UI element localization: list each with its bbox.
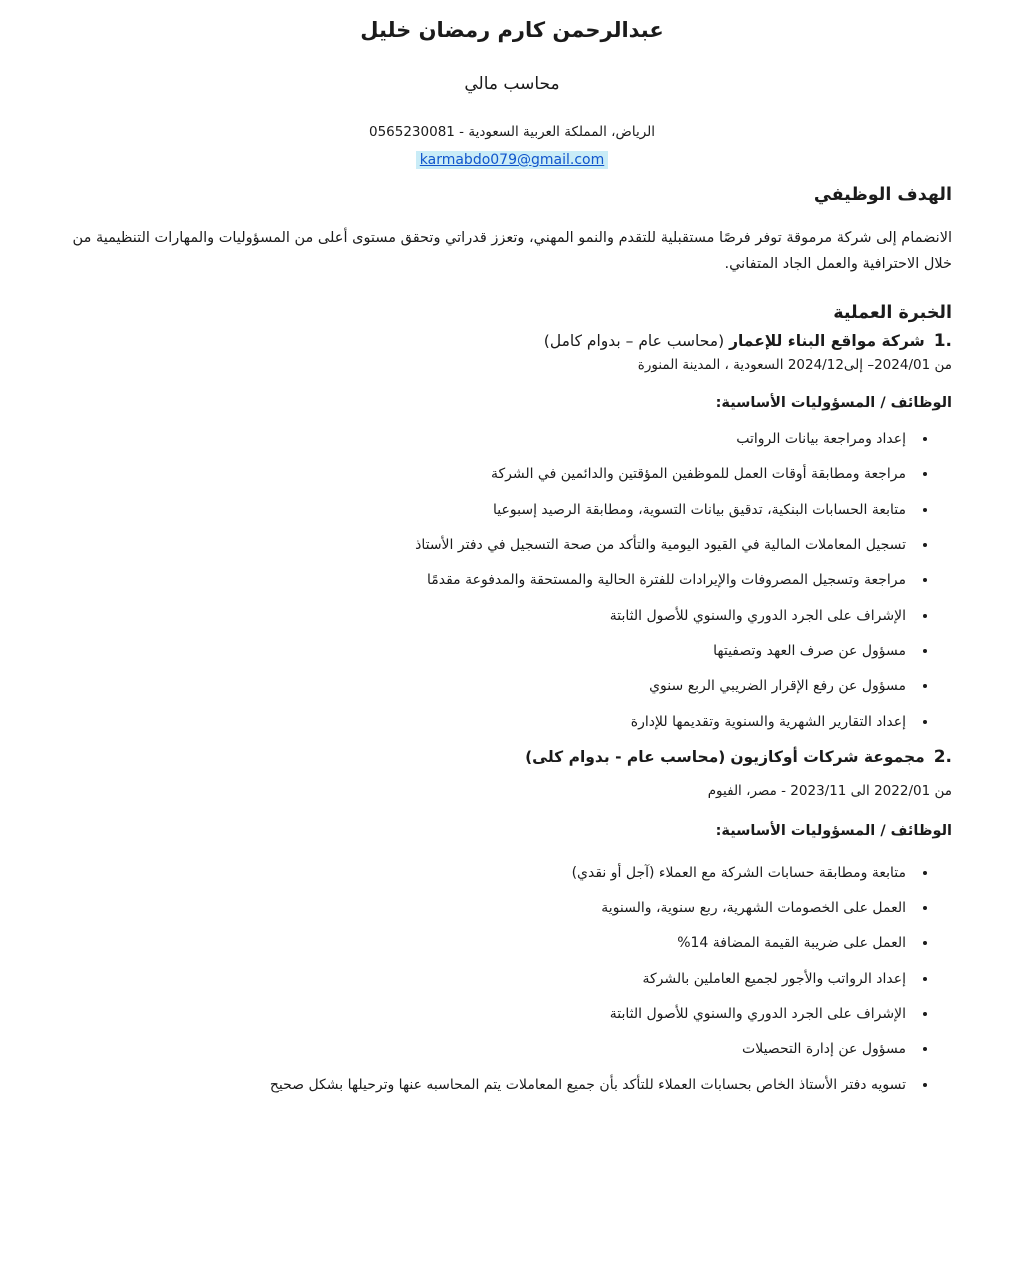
job-2-head bbox=[72, 747, 952, 767]
objective-text: الانضمام إلى شركة مرموقة توفر فرصًا مستقبلية للتقدم والنمو المهني، وتعزز قدراتي وتحقق مستوى أعلى من المسؤوليات والمهارات التنظيمية من خلال الاحترافية والعمل الجاد المتفاني. bbox=[72, 230, 952, 273]
job-2-dates: من 2022/01 الى 2023/11 - مصر، الفيوم bbox=[707, 782, 952, 799]
objective-heading: الهدف الوظيفي bbox=[813, 185, 952, 205]
job-1-company: شركة مواقع البناء للإعمار bbox=[729, 332, 925, 351]
candidate-job-title: محاسب مالي bbox=[464, 74, 560, 94]
duty-item: • مسؤول عن رفع الإقرار الضريبي الربع سنوي bbox=[72, 676, 912, 696]
duty-item: • تسجيل المعاملات المالية في القيود اليومية والتأكد من صحة التسجيل في دفتر الأستاذ bbox=[72, 535, 912, 555]
duty-item: • العمل على ضريبة القيمة المضافة 14% bbox=[72, 933, 912, 953]
job-2-duties-label: الوظائف / المسؤوليات الأساسية: bbox=[715, 822, 952, 839]
duty-item: • إعداد التقارير الشهرية والسنوية وتقديمها للإدارة bbox=[72, 712, 912, 732]
job-2-duties-list bbox=[72, 863, 938, 1095]
job-entry-1 bbox=[72, 331, 952, 732]
candidate-name: عبدالرحمن كارم رمضان خليل bbox=[360, 18, 664, 42]
job-2-company: مجموعة شركات أوكازيون bbox=[730, 747, 925, 766]
duty-item: • العمل على الخصومات الشهرية، ربع سنوية، والسنوية bbox=[72, 898, 912, 918]
duty-item: • مسؤول عن صرف العهد وتصفيتها bbox=[72, 641, 912, 661]
duty-item: • متابعة الحسابات البنكية، تدقيق بيانات التسوية، ومطابقة الرصيد إسبوعيا bbox=[72, 500, 912, 520]
job-1-duties-list bbox=[72, 429, 938, 732]
job-2-number: 2. bbox=[933, 746, 952, 767]
experience-heading: الخبرة العملية bbox=[833, 303, 952, 324]
document-header bbox=[72, 18, 952, 169]
job-2-role: (محاسب عام - بدوام كلى) bbox=[525, 747, 726, 766]
duty-item: • متابعة ومطابقة حسابات الشركة مع العملاء (آجل أو نقدي) bbox=[72, 863, 912, 883]
duty-item: • تسويه دفتر الأستاذ الخاص بحسابات العملاء للتأكد بأن جميع المعاملات يتم المحاسبه عنها وترحيلها بشكل صحيح bbox=[72, 1075, 912, 1095]
contact-line: 0565230081 - الرياض، المملكة العربية السعودية bbox=[368, 124, 656, 140]
experience-section bbox=[72, 303, 952, 1095]
job-1-duties-label: الوظائف / المسؤوليات الأساسية: bbox=[715, 395, 952, 412]
duty-item: • مراجعة ومطابقة أوقات العمل للموظفين المؤقتين والدائمين في الشركة bbox=[72, 464, 912, 484]
duty-item: • الإشراف على الجرد الدوري والسنوي للأصول الثابتة bbox=[72, 1004, 912, 1024]
job-1-role: (محاسب عام – بدوام كامل) bbox=[543, 332, 725, 351]
objective-section bbox=[72, 185, 952, 277]
job-1-number: 1. bbox=[933, 331, 952, 352]
job-1-head bbox=[72, 331, 952, 351]
duty-item: • مسؤول عن إدارة التحصيلات bbox=[72, 1039, 912, 1059]
duty-item: • إعداد الرواتب والأجور لجميع العاملين بالشركة bbox=[72, 969, 912, 989]
duty-item: • مراجعة وتسجيل المصروفات والإيرادات للفترة الحالية والمستحقة والمدفوعة مقدمًا bbox=[72, 570, 912, 590]
job-entry-2 bbox=[72, 747, 952, 1095]
duty-item: • الإشراف على الجرد الدوري والسنوي للأصول الثابتة bbox=[72, 606, 912, 626]
duty-item: • إعداد ومراجعة بيانات الرواتب bbox=[72, 429, 912, 449]
job-1-dates: من 2024/01– إلى2024/12 السعودية ، المدينة المنورة bbox=[637, 357, 952, 374]
email-line bbox=[72, 149, 952, 169]
email-link[interactable]: karmabdo079@gmail.com bbox=[416, 151, 608, 169]
